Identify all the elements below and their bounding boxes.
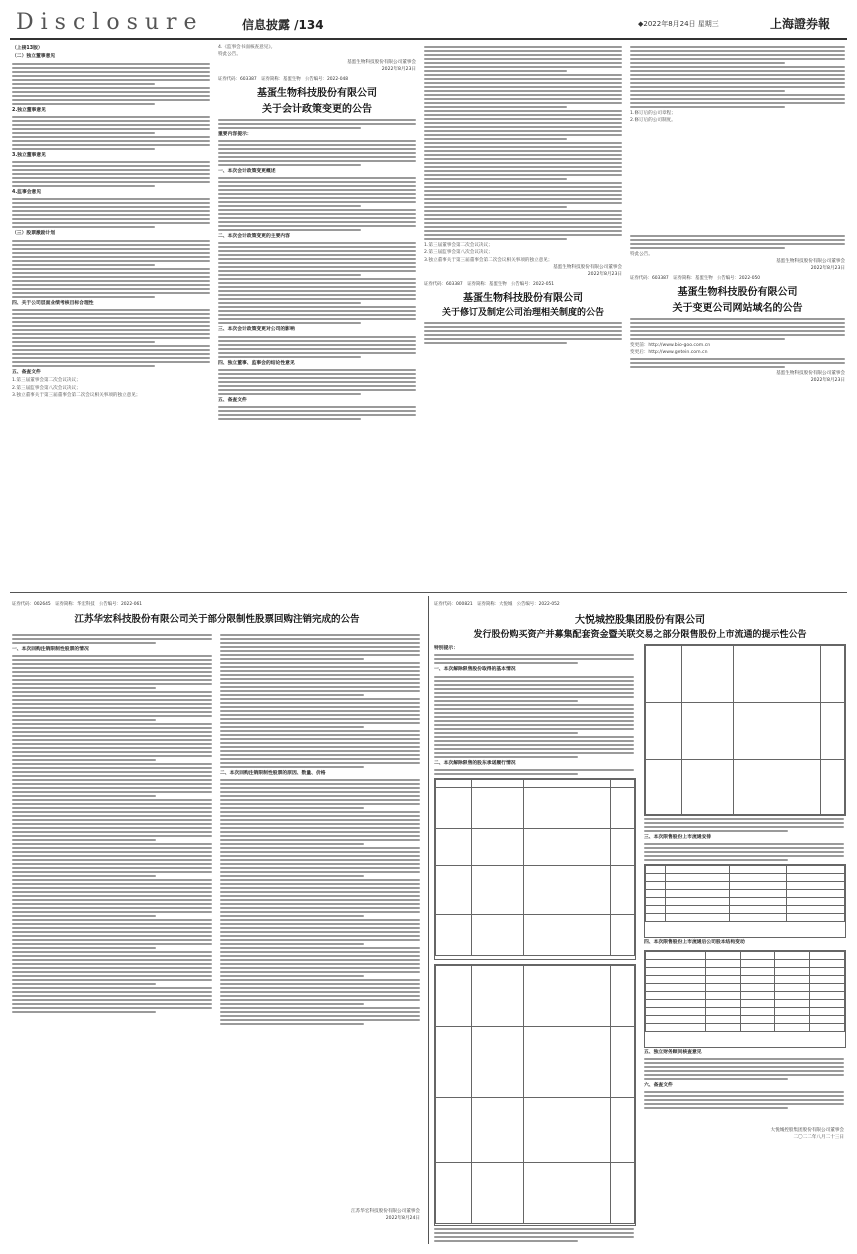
body-text <box>218 406 416 420</box>
signature-company: 基蛋生物科技股份有限公司董事会 <box>776 371 845 377</box>
section-heading: （三）股票激励计划 <box>12 231 56 237</box>
list-item: 3.独立董事关于第三届董事会第二次会议相关事项的独立意见； <box>424 257 553 263</box>
lead-line: （上接13版） <box>12 46 43 51</box>
list-item: 2.第三届监事会第八次会议决议； <box>424 250 493 256</box>
left-subcolumn <box>434 644 634 1244</box>
domain-before: 变更前：http://www.bio-goo.com.cn <box>630 342 711 348</box>
body-text <box>424 46 622 240</box>
signature-date: 二〇二二年八月二十三日 <box>793 1135 844 1141</box>
signature-company: 基蛋生物科技股份有限公司董事会 <box>553 264 622 270</box>
section-heading: 2.独立董事意见 <box>12 107 46 113</box>
body-text <box>12 240 210 298</box>
body-text <box>630 46 845 108</box>
share-structure-table <box>644 950 846 1048</box>
lead-line: （二）独立董事意见 <box>12 54 56 60</box>
section-heading: 二、本次回购注销限制性股票的原因、数量、价格 <box>220 771 326 776</box>
stock-code-line: 证券代码：603387 证券简称：基蛋生物 公告编号：2022-048 <box>218 76 349 82</box>
announcement-company: 基蛋生物科技股份有限公司 <box>677 286 798 298</box>
section-heading: 四、本次限售股份上市流通后公司股本结构变动 <box>644 940 745 946</box>
newspaper-logo: 上海證券報 <box>770 17 831 31</box>
left-subcolumn <box>12 632 212 1015</box>
domain-after: 变更后：http://www.getein.com.cn <box>630 350 708 356</box>
issue-date: ◆2022年8月24日 星期三 <box>638 20 719 28</box>
announcement-company: 基蛋生物科技股份有限公司 <box>257 87 377 99</box>
column-divider <box>428 596 429 1244</box>
list-item: 1.第三届董事会第二次会议决议； <box>12 378 81 384</box>
signature-date: 2022年8月24日 <box>385 1216 420 1221</box>
signature-company: 大悦城控股集团股份有限公司董事会 <box>770 1128 844 1134</box>
section-heading: 五、独立财务顾问核查意见 <box>644 1049 702 1055</box>
column-1 <box>12 44 210 589</box>
section-heading: 二、本次会计政策变更的主要内容 <box>218 234 290 240</box>
signature-company: 基蛋生物科技股份有限公司董事会 <box>776 258 845 264</box>
signature-date: 2022年8月23日 <box>587 271 622 277</box>
right-subcolumn <box>644 644 844 1141</box>
signature-block <box>220 1208 420 1222</box>
bottom-left-announcement <box>12 598 422 1248</box>
section-title: 信息披露 /134 <box>242 18 324 32</box>
signature-company: 基蛋生物科技股份有限公司董事会 <box>347 59 416 65</box>
section-heading: 四、关于公司层面业绩考核目标合理性 <box>12 300 94 306</box>
body-text <box>630 318 845 340</box>
bottom-right-announcement <box>434 598 846 1248</box>
commitment-table-continued <box>644 644 846 816</box>
section-heading: 4.监事会意见 <box>12 190 42 196</box>
signature-company: 江苏华宏科技股份有限公司董事会 <box>351 1209 420 1214</box>
list-item: 1.修订后的公司章程； <box>630 111 676 116</box>
section-divider <box>10 592 847 593</box>
release-table <box>644 864 846 938</box>
list-item: 2.第三届监事会第八次会议决议； <box>12 385 81 391</box>
stock-code-line: 证券代码：603387 证券简称：基蛋生物 公告编号：2022-051 <box>424 281 555 287</box>
section-heading: 三、本次限售股份上市流通安排 <box>644 835 712 840</box>
body-text <box>12 116 210 150</box>
body-text <box>218 242 416 324</box>
section-heading: 3.独立董事意见 <box>12 152 46 158</box>
body-text <box>218 336 416 358</box>
announcement-title: 江苏华宏科技股份有限公司关于部分限制性股票回购注销完成的公告 <box>74 614 360 625</box>
body-text <box>218 119 416 129</box>
brand-wordmark: Disclosure <box>16 10 204 35</box>
announcement-title: 关于修订及制定公司治理相关制度的公告 <box>441 307 604 318</box>
list-item: 2.修订后的公司制度。 <box>630 118 676 124</box>
section-heading: 五、备查文件 <box>12 370 41 376</box>
body-text <box>218 177 416 231</box>
list-item: 特此公告。 <box>218 52 241 58</box>
signature-date: 2022年8月23日 <box>810 265 845 271</box>
body-text <box>12 161 210 187</box>
body-text <box>12 309 210 367</box>
section-heading: 一、本次会计政策变更概述 <box>218 168 276 174</box>
announcement-company: 大悦城控股集团股份有限公司 <box>575 615 705 626</box>
section-heading: 六、备查文件 <box>644 1082 673 1088</box>
body-text <box>12 198 210 228</box>
announcement-title: 关于变更公司网站域名的公告 <box>672 302 803 314</box>
body-text <box>630 235 845 249</box>
body-text <box>12 63 210 105</box>
stock-code-line: 证券代码：002645 证券简称：华宏科技 公告编号：2022-061 <box>12 602 143 607</box>
right-subcolumn <box>220 632 420 1027</box>
section-heading: 二、本次解除限售的股东承诺履行情况 <box>434 760 516 766</box>
list-item: 4.《监事会书面核查意见》。 <box>218 45 276 50</box>
section-heading: 一、本次回购注销限制性股票的情况 <box>12 647 89 652</box>
column-3 <box>424 44 622 589</box>
stock-code-line: 证券代码：603387 证券简称：基蛋生物 公告编号：2022-050 <box>630 275 761 281</box>
body-text <box>424 322 622 344</box>
section-heading: 特别提示： <box>434 646 458 651</box>
stock-code-line: 证券代码：000821 证券简称：大悦城 公告编号：2022-052 <box>434 602 560 607</box>
closing-line: 特此公告。 <box>630 251 653 257</box>
column-4 <box>630 44 845 589</box>
section-heading: 五、备查文件 <box>218 398 247 404</box>
section-heading: 一、本次解除限售股份取得的基本情况 <box>434 667 516 673</box>
section-heading: 四、独立董事、监事会的结论性意见 <box>218 360 295 366</box>
body-text <box>630 358 845 368</box>
section-heading: 三、本次会计政策变更对公司的影响 <box>218 327 295 333</box>
announcement-title: 发行股份购买资产并募集配套资金暨关联交易之部分限售股份上市流通的提示性公告 <box>473 630 807 640</box>
signature-date: 2022年8月23日 <box>810 378 845 384</box>
page-header <box>10 8 847 40</box>
list-item: 1.第三届董事会第二次会议决议； <box>424 243 493 248</box>
commitment-table <box>434 778 636 960</box>
body-text <box>218 369 416 395</box>
signature-date: 2022年8月23日 <box>381 66 416 72</box>
column-2 <box>218 44 416 589</box>
list-item: 3.独立董事关于第三届董事会第二次会议相关事项的独立意见； <box>12 392 141 398</box>
body-text <box>218 140 416 166</box>
announcement-title: 关于会计政策变更的公告 <box>262 103 372 115</box>
commitment-table-continued <box>434 964 636 1226</box>
announcement-company: 基蛋生物科技股份有限公司 <box>463 292 583 304</box>
section-heading: 重要内容提示： <box>218 131 252 137</box>
